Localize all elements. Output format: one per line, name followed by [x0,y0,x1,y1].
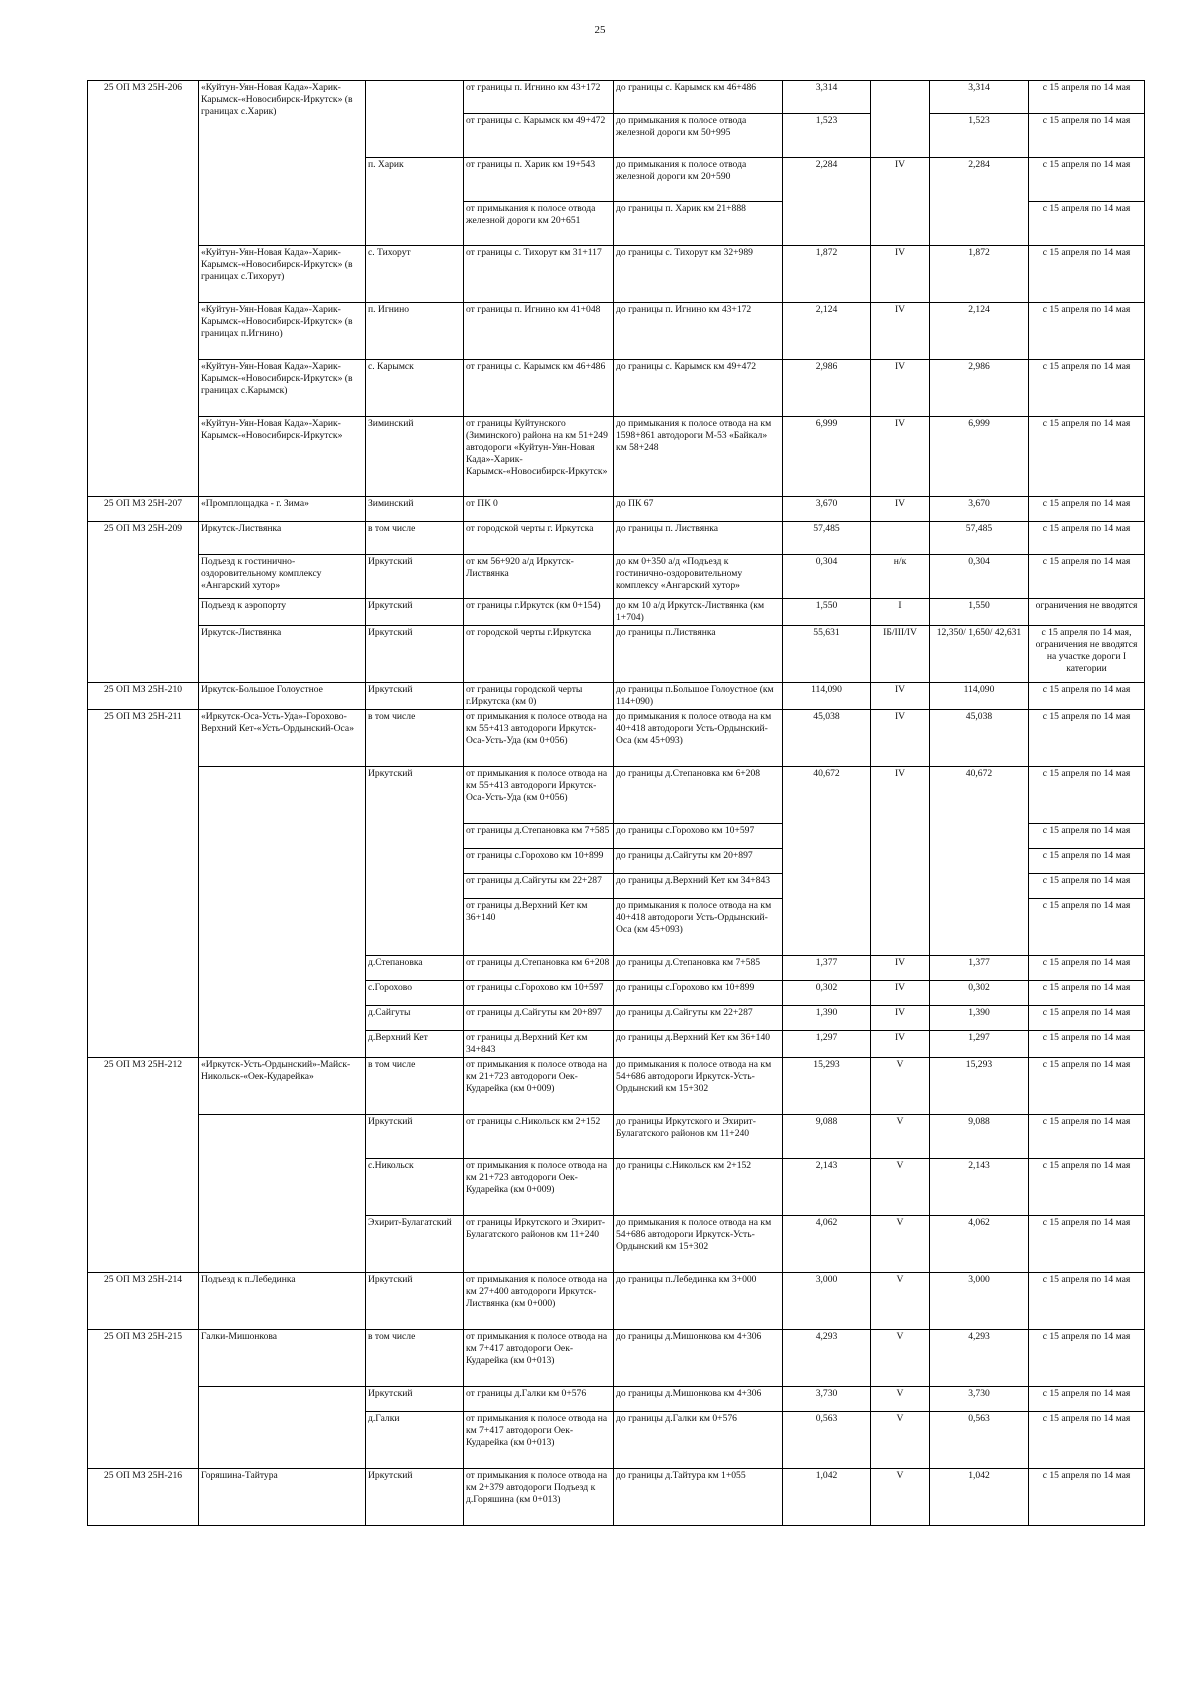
district-cell: в том числе [366,1058,464,1115]
period-cell: с 15 апреля по 14 мая [1029,710,1145,767]
to-cell: до границы с.Никольск км 2+152 [614,1159,783,1216]
district-cell: Зиминский [366,497,464,522]
category-cell: IV [871,497,930,522]
from-cell: от границы Иркутского и Эхирит-Булагатского районов км 11+240 [464,1216,614,1273]
from-cell: от границы д.Степановка км 6+208 [464,956,614,981]
road-code-cell: 25 ОП МЗ 25Н-209 [88,522,199,683]
category-cell [871,522,930,555]
to-cell: до границы д.Сайгуты км 22+287 [614,1006,783,1031]
road-code-cell: 25 ОП МЗ 25Н-206 [88,81,199,497]
to-cell: до границы д.Галки км 0+576 [614,1412,783,1469]
to-cell: до примыкания к полосе отвода на км 40+418 автодороги Усть-Ордынский-Оса (км 45+093) [614,710,783,767]
roads-table [87,80,1145,1526]
from-cell: от границы д.Сайгуты км 20+897 [464,1006,614,1031]
table-row [88,1058,1145,1115]
table-row [88,497,1145,522]
from-cell: от границы п. Игнино км 43+172 [464,81,614,114]
from-cell: от границы г.Иркутск (км 0+154) [464,599,614,626]
restricted-length-cell: 12,350/ 1,650/ 42,631 [930,626,1029,683]
restricted-length-cell: 114,090 [930,683,1029,710]
length-cell: 2,284 [783,158,871,246]
to-cell: до примыкания к полосе отвода на км 40+418 автодороги Усть-Ордынский-Оса (км 45+093) [614,899,783,956]
district-cell: в том числе [366,522,464,555]
from-cell: от примыкания к полосе отвода на км 21+723 автодороги Оек-Кударейка (км 0+009) [464,1058,614,1115]
from-cell: от границы с. Карымск км 49+472 [464,114,614,158]
category-cell: IV [871,710,930,767]
district-cell: с.Никольск [366,1159,464,1216]
period-cell: с 15 апреля по 14 мая [1029,874,1145,899]
restricted-length-cell: 1,377 [930,956,1029,981]
road-name-cell: «Иркутск-Усть-Ордынский»-Майск-Никольск-«Оек-Кударейка» [199,1058,366,1115]
length-cell: 1,550 [783,599,871,626]
district-cell: в том числе [366,710,464,767]
to-cell: до границы д.Тайтура км 1+055 [614,1469,783,1526]
to-cell: до ПК 67 [614,497,783,522]
table-row [88,246,1145,303]
from-cell: от городской черты г. Иркутска [464,522,614,555]
length-cell: 1,523 [783,114,871,158]
from-cell: от границы д.Верхний Кет км 34+843 [464,1031,614,1058]
district-cell: Иркутский [366,626,464,683]
district-cell: д.Сайгуты [366,1006,464,1031]
category-cell: V [871,1387,930,1412]
period-cell: с 15 апреля по 14 мая [1029,1115,1145,1159]
from-cell: от границы с. Тихорут км 31+117 [464,246,614,303]
district-cell: с. Карымск [366,360,464,417]
restricted-length-cell: 2,986 [930,360,1029,417]
road-name-cell [199,1387,366,1469]
length-cell: 40,672 [783,767,871,956]
period-cell: с 15 апреля по 14 мая [1029,956,1145,981]
restricted-length-cell: 40,672 [930,767,1029,956]
length-cell: 1,377 [783,956,871,981]
road-name-cell [199,767,366,1058]
period-cell: с 15 апреля по 14 мая [1029,1216,1145,1273]
from-cell: от границы п. Харик км 19+543 [464,158,614,202]
period-cell: с 15 апреля по 14 мая [1029,1006,1145,1031]
restricted-length-cell: 45,038 [930,710,1029,767]
category-cell: V [871,1330,930,1387]
length-cell: 57,485 [783,522,871,555]
length-cell: 1,042 [783,1469,871,1526]
length-cell: 0,563 [783,1412,871,1469]
to-cell: до границы с. Карымск км 49+472 [614,360,783,417]
length-cell: 4,293 [783,1330,871,1387]
road-name-cell: Иркутск-Большое Голоустное [199,683,366,710]
to-cell: до границы п. Игнино км 43+172 [614,303,783,360]
district-cell: с.Горохово [366,981,464,1006]
category-cell: IV [871,767,930,956]
length-cell: 3,314 [783,81,871,114]
table-row [88,1469,1145,1526]
category-cell: V [871,1412,930,1469]
table-row [88,555,1145,599]
to-cell: до примыкания к полосе отвода на км 1598+861 автодороги М-53 «Байкал» км 58+248 [614,417,783,497]
restricted-length-cell: 6,999 [930,417,1029,497]
table-row [88,626,1145,683]
period-cell: с 15 апреля по 14 мая [1029,1031,1145,1058]
category-cell: IV [871,303,930,360]
category-cell: V [871,1115,930,1159]
category-cell: V [871,1273,930,1330]
road-name-cell: Галки-Мишонкова [199,1330,366,1387]
district-cell: п. Харик [366,158,464,246]
length-cell: 45,038 [783,710,871,767]
to-cell: до границы с.Горохово км 10+899 [614,981,783,1006]
from-cell: от границы с.Никольск км 2+152 [464,1115,614,1159]
district-cell: Иркутский [366,1469,464,1526]
restricted-length-cell: 3,314 [930,81,1029,114]
to-cell: до границы п.Большое Голоустное (км 114+090) [614,683,783,710]
district-cell: д.Степановка [366,956,464,981]
to-cell: до границы д.Мишонкова км 4+306 [614,1330,783,1387]
to-cell: до границы с. Тихорут км 32+989 [614,246,783,303]
to-cell: до примыкания к полосе отвода железной дороги км 50+995 [614,114,783,158]
category-cell: IV [871,1006,930,1031]
category-cell: IV [871,158,930,246]
length-cell: 1,872 [783,246,871,303]
to-cell: до границы д.Сайгуты км 20+897 [614,849,783,874]
table-row [88,303,1145,360]
from-cell: от границы п. Игнино км 41+048 [464,303,614,360]
restricted-length-cell: 2,124 [930,303,1029,360]
road-code-cell: 25 ОП МЗ 25Н-215 [88,1330,199,1469]
road-name-cell [199,1115,366,1273]
length-cell: 3,670 [783,497,871,522]
to-cell: до примыкания к полосе отвода на км 54+686 автодороги Иркутск-Усть-Ордынский км 15+302 [614,1058,783,1115]
period-cell: с 15 апреля по 14 мая [1029,824,1145,849]
period-cell: с 15 апреля по 14 мая [1029,683,1145,710]
table-row [88,710,1145,767]
from-cell: от границы городской черты г.Иркутска (км 0) [464,683,614,710]
category-cell: IV [871,956,930,981]
period-cell: с 15 апреля по 14 мая [1029,202,1145,246]
restricted-length-cell: 57,485 [930,522,1029,555]
from-cell: от границы с. Карымск км 46+486 [464,360,614,417]
period-cell: с 15 апреля по 14 мая [1029,1273,1145,1330]
category-cell: IV [871,981,930,1006]
from-cell: от ПК 0 [464,497,614,522]
to-cell: до границы д.Степановка км 7+585 [614,956,783,981]
restricted-length-cell: 4,293 [930,1330,1029,1387]
from-cell: от границы д.Верхний Кет км 36+140 [464,899,614,956]
from-cell: от примыкания к полосе отвода на км 2+379 автодороги Подъезд к д.Горяшина (км 0+013) [464,1469,614,1526]
restricted-length-cell: 1,872 [930,246,1029,303]
length-cell: 114,090 [783,683,871,710]
road-code-cell: 25 ОП МЗ 25Н-212 [88,1058,199,1273]
length-cell: 4,062 [783,1216,871,1273]
page-number: 25 [594,24,606,36]
category-cell: V [871,1058,930,1115]
period-cell: с 15 апреля по 14 мая [1029,1058,1145,1115]
period-cell: с 15 апреля по 14 мая [1029,849,1145,874]
period-cell: с 15 апреля по 14 мая [1029,303,1145,360]
to-cell: до границы Иркутского и Эхирит-Булагатского районов км 11+240 [614,1115,783,1159]
district-cell: Иркутский [366,1115,464,1159]
to-cell: до примыкания к полосе отвода на км 54+686 автодороги Иркутск-Усть-Ордынский км 15+302 [614,1216,783,1273]
length-cell: 3,000 [783,1273,871,1330]
district-cell: п. Игнино [366,303,464,360]
period-cell: с 15 апреля по 14 мая [1029,981,1145,1006]
district-cell: Эхирит-Булагатский [366,1216,464,1273]
to-cell: до примыкания к полосе отвода железной дороги км 20+590 [614,158,783,202]
period-cell: с 15 апреля по 14 мая [1029,158,1145,202]
district-cell: д.Верхний Кет [366,1031,464,1058]
road-name-cell: Иркутск-Листвянка [199,626,366,683]
to-cell: до границы д.Верхний Кет км 36+140 [614,1031,783,1058]
table-row [88,1115,1145,1159]
length-cell: 15,293 [783,1058,871,1115]
district-cell: в том числе [366,1330,464,1387]
restricted-length-cell: 1,390 [930,1006,1029,1031]
period-cell: с 15 апреля по 14 мая [1029,1412,1145,1469]
period-cell: с 15 апреля по 14 мая [1029,360,1145,417]
road-name-cell: «Куйтун-Уян-Новая Када»-Харик-Карымск-«Новосибирск-Иркутск» (в границах п.Игнино) [199,303,366,360]
to-cell: до границы п. Харик км 21+888 [614,202,783,246]
to-cell: до границы п.Лебединка км 3+000 [614,1273,783,1330]
from-cell: от примыкания к полосе отвода на км 27+400 автодороги Иркутск-Листвянка (км 0+000) [464,1273,614,1330]
length-cell: 2,986 [783,360,871,417]
period-cell: с 15 апреля по 14 мая [1029,114,1145,158]
from-cell: от примыкания к полосе отвода на км 55+413 автодороги Иркутск-Оса-Усть-Уда (км 0+056) [464,767,614,824]
from-cell: от городской черты г.Иркутска [464,626,614,683]
length-cell: 3,730 [783,1387,871,1412]
restricted-length-cell: 1,550 [930,599,1029,626]
road-name-cell: Иркутск-Листвянка [199,522,366,555]
from-cell: от примыкания к полосе отвода на км 21+723 автодороги Оек-Кударейка (км 0+009) [464,1159,614,1216]
table-row [88,767,1145,824]
category-cell: н/к [871,555,930,599]
road-name-cell: Горяшина-Тайтура [199,1469,366,1526]
length-cell: 2,143 [783,1159,871,1216]
category-cell: IV [871,1031,930,1058]
table-row [88,1387,1145,1412]
road-code-cell: 25 ОП МЗ 25Н-207 [88,497,199,522]
restricted-length-cell: 3,000 [930,1273,1029,1330]
restricted-length-cell: 1,523 [930,114,1029,158]
road-name-cell: «Промплощадка - г. Зима» [199,497,366,522]
table-row [88,522,1145,555]
period-cell: с 15 апреля по 14 мая [1029,767,1145,824]
to-cell: до границы с. Карымск км 46+486 [614,81,783,114]
to-cell: до границы д.Мишонкова км 4+306 [614,1387,783,1412]
table-row [88,1273,1145,1330]
road-code-cell: 25 ОП МЗ 25Н-214 [88,1273,199,1330]
category-cell: V [871,1469,930,1526]
district-cell: с. Тихорут [366,246,464,303]
period-cell: с 15 апреля по 14 мая, ограничения не вводятся на участке дороги I категории [1029,626,1145,683]
road-name-cell: «Куйтун-Уян-Новая Када»-Харик-Карымск-«Новосибирск-Иркутск» [199,417,366,497]
to-cell: до границы п.Листвянка [614,626,783,683]
period-cell: с 15 апреля по 14 мая [1029,417,1145,497]
period-cell: с 15 апреля по 14 мая [1029,246,1145,303]
district-cell: Иркутский [366,1387,464,1412]
length-cell: 0,304 [783,555,871,599]
restricted-length-cell: 3,730 [930,1387,1029,1412]
length-cell: 9,088 [783,1115,871,1159]
restricted-length-cell: 0,302 [930,981,1029,1006]
restricted-length-cell: 4,062 [930,1216,1029,1273]
period-cell: с 15 апреля по 14 мая [1029,1159,1145,1216]
district-cell: Иркутский [366,767,464,956]
category-cell: IV [871,360,930,417]
length-cell: 1,297 [783,1031,871,1058]
length-cell: 55,631 [783,626,871,683]
period-cell: с 15 апреля по 14 мая [1029,1330,1145,1387]
length-cell: 2,124 [783,303,871,360]
road-code-cell: 25 ОП МЗ 25Н-211 [88,710,199,1058]
length-cell: 0,302 [783,981,871,1006]
category-cell [871,81,930,158]
restricted-length-cell: 2,284 [930,158,1029,246]
district-cell: Иркутский [366,599,464,626]
period-cell: с 15 апреля по 14 мая [1029,1387,1145,1412]
table-row [88,599,1145,626]
from-cell: от границы с.Горохово км 10+899 [464,849,614,874]
restricted-length-cell: 9,088 [930,1115,1029,1159]
road-name-cell: «Куйтун-Уян-Новая Када»-Харик-Карымск-«Новосибирск-Иркутск» (в границах с.Харик) [199,81,366,246]
from-cell: от км 56+920 а/д Иркутск-Листвянка [464,555,614,599]
to-cell: до км 10 а/д Иркутск-Листвянка (км 1+704) [614,599,783,626]
category-cell: V [871,1216,930,1273]
restricted-length-cell: 1,297 [930,1031,1029,1058]
road-name-cell: Подъезд к п.Лебединка [199,1273,366,1330]
period-cell: с 15 апреля по 14 мая [1029,81,1145,114]
district-cell [366,81,464,158]
table-row [88,683,1145,710]
to-cell: до границы д.Степановка км 6+208 [614,767,783,824]
restricted-length-cell: 0,563 [930,1412,1029,1469]
from-cell: от границы д.Галки км 0+576 [464,1387,614,1412]
to-cell: до границы д.Верхний Кет км 34+843 [614,874,783,899]
category-cell: IV [871,246,930,303]
from-cell: от примыкания к полосе отвода на км 7+417 автодороги Оек-Кударейка (км 0+013) [464,1330,614,1387]
road-name-cell: Подъезд к аэропорту [199,599,366,626]
period-cell: с 15 апреля по 14 мая [1029,497,1145,522]
district-cell: Иркутский [366,683,464,710]
road-name-cell: Подъезд к гостинично-оздоровительному комплексу «Ангарский хутор» [199,555,366,599]
road-code-cell: 25 ОП МЗ 25Н-210 [88,683,199,710]
from-cell: от границы с.Горохово км 10+597 [464,981,614,1006]
district-cell: д.Галки [366,1412,464,1469]
length-cell: 6,999 [783,417,871,497]
category-cell: I [871,599,930,626]
restricted-length-cell: 15,293 [930,1058,1029,1115]
road-name-cell: «Куйтун-Уян-Новая Када»-Харик-Карымск-«Новосибирск-Иркутск» (в границах с.Карымск) [199,360,366,417]
period-cell: ограничения не вводятся [1029,599,1145,626]
restricted-length-cell: 3,670 [930,497,1029,522]
from-cell: от примыкания к полосе отвода на км 55+413 автодороги Иркутск-Оса-Усть-Уда (км 0+056) [464,710,614,767]
period-cell: с 15 апреля по 14 мая [1029,1469,1145,1526]
category-cell: V [871,1159,930,1216]
restricted-length-cell: 0,304 [930,555,1029,599]
district-cell: Зиминский [366,417,464,497]
restricted-length-cell: 2,143 [930,1159,1029,1216]
length-cell: 1,390 [783,1006,871,1031]
road-name-cell: «Куйтун-Уян-Новая Када»-Харик-Карымск-«Новосибирск-Иркутск» (в границах с.Тихорут) [199,246,366,303]
table-row [88,1330,1145,1387]
road-code-cell: 25 ОП МЗ 25Н-216 [88,1469,199,1526]
category-cell: IБ/III/IV [871,626,930,683]
period-cell: с 15 апреля по 14 мая [1029,899,1145,956]
district-cell: Иркутский [366,1273,464,1330]
to-cell: до границы п. Листвянка [614,522,783,555]
table-row [88,360,1145,417]
category-cell: IV [871,417,930,497]
category-cell: IV [871,683,930,710]
period-cell: с 15 апреля по 14 мая [1029,522,1145,555]
table-row [88,417,1145,497]
from-cell: от границы д.Сайгуты км 22+287 [464,874,614,899]
table-row [88,81,1145,114]
to-cell: до границы с.Горохово км 10+597 [614,824,783,849]
road-name-cell: «Иркутск-Оса-Усть-Уда»-Горохово-Верхний Кет-«Усть-Ордынский-Оса» [199,710,366,767]
from-cell: от границы д.Степановка км 7+585 [464,824,614,849]
to-cell: до км 0+350 а/д «Подъезд к гостинично-оздоровительному комплексу «Ангарский хутор» [614,555,783,599]
from-cell: от примыкания к полосе отвода на км 7+417 автодороги Оек-Кударейка (км 0+013) [464,1412,614,1469]
district-cell: Иркутский [366,555,464,599]
from-cell: от границы Куйтунского (Зиминского) района на км 51+249 автодороги «Куйтун-Уян-Новая Када»-Харик-Карымск-«Новосибирск-Иркутск» [464,417,614,497]
from-cell: от примыкания к полосе отвода железной дороги км 20+651 [464,202,614,246]
period-cell: с 15 апреля по 14 мая [1029,555,1145,599]
restricted-length-cell: 1,042 [930,1469,1029,1526]
